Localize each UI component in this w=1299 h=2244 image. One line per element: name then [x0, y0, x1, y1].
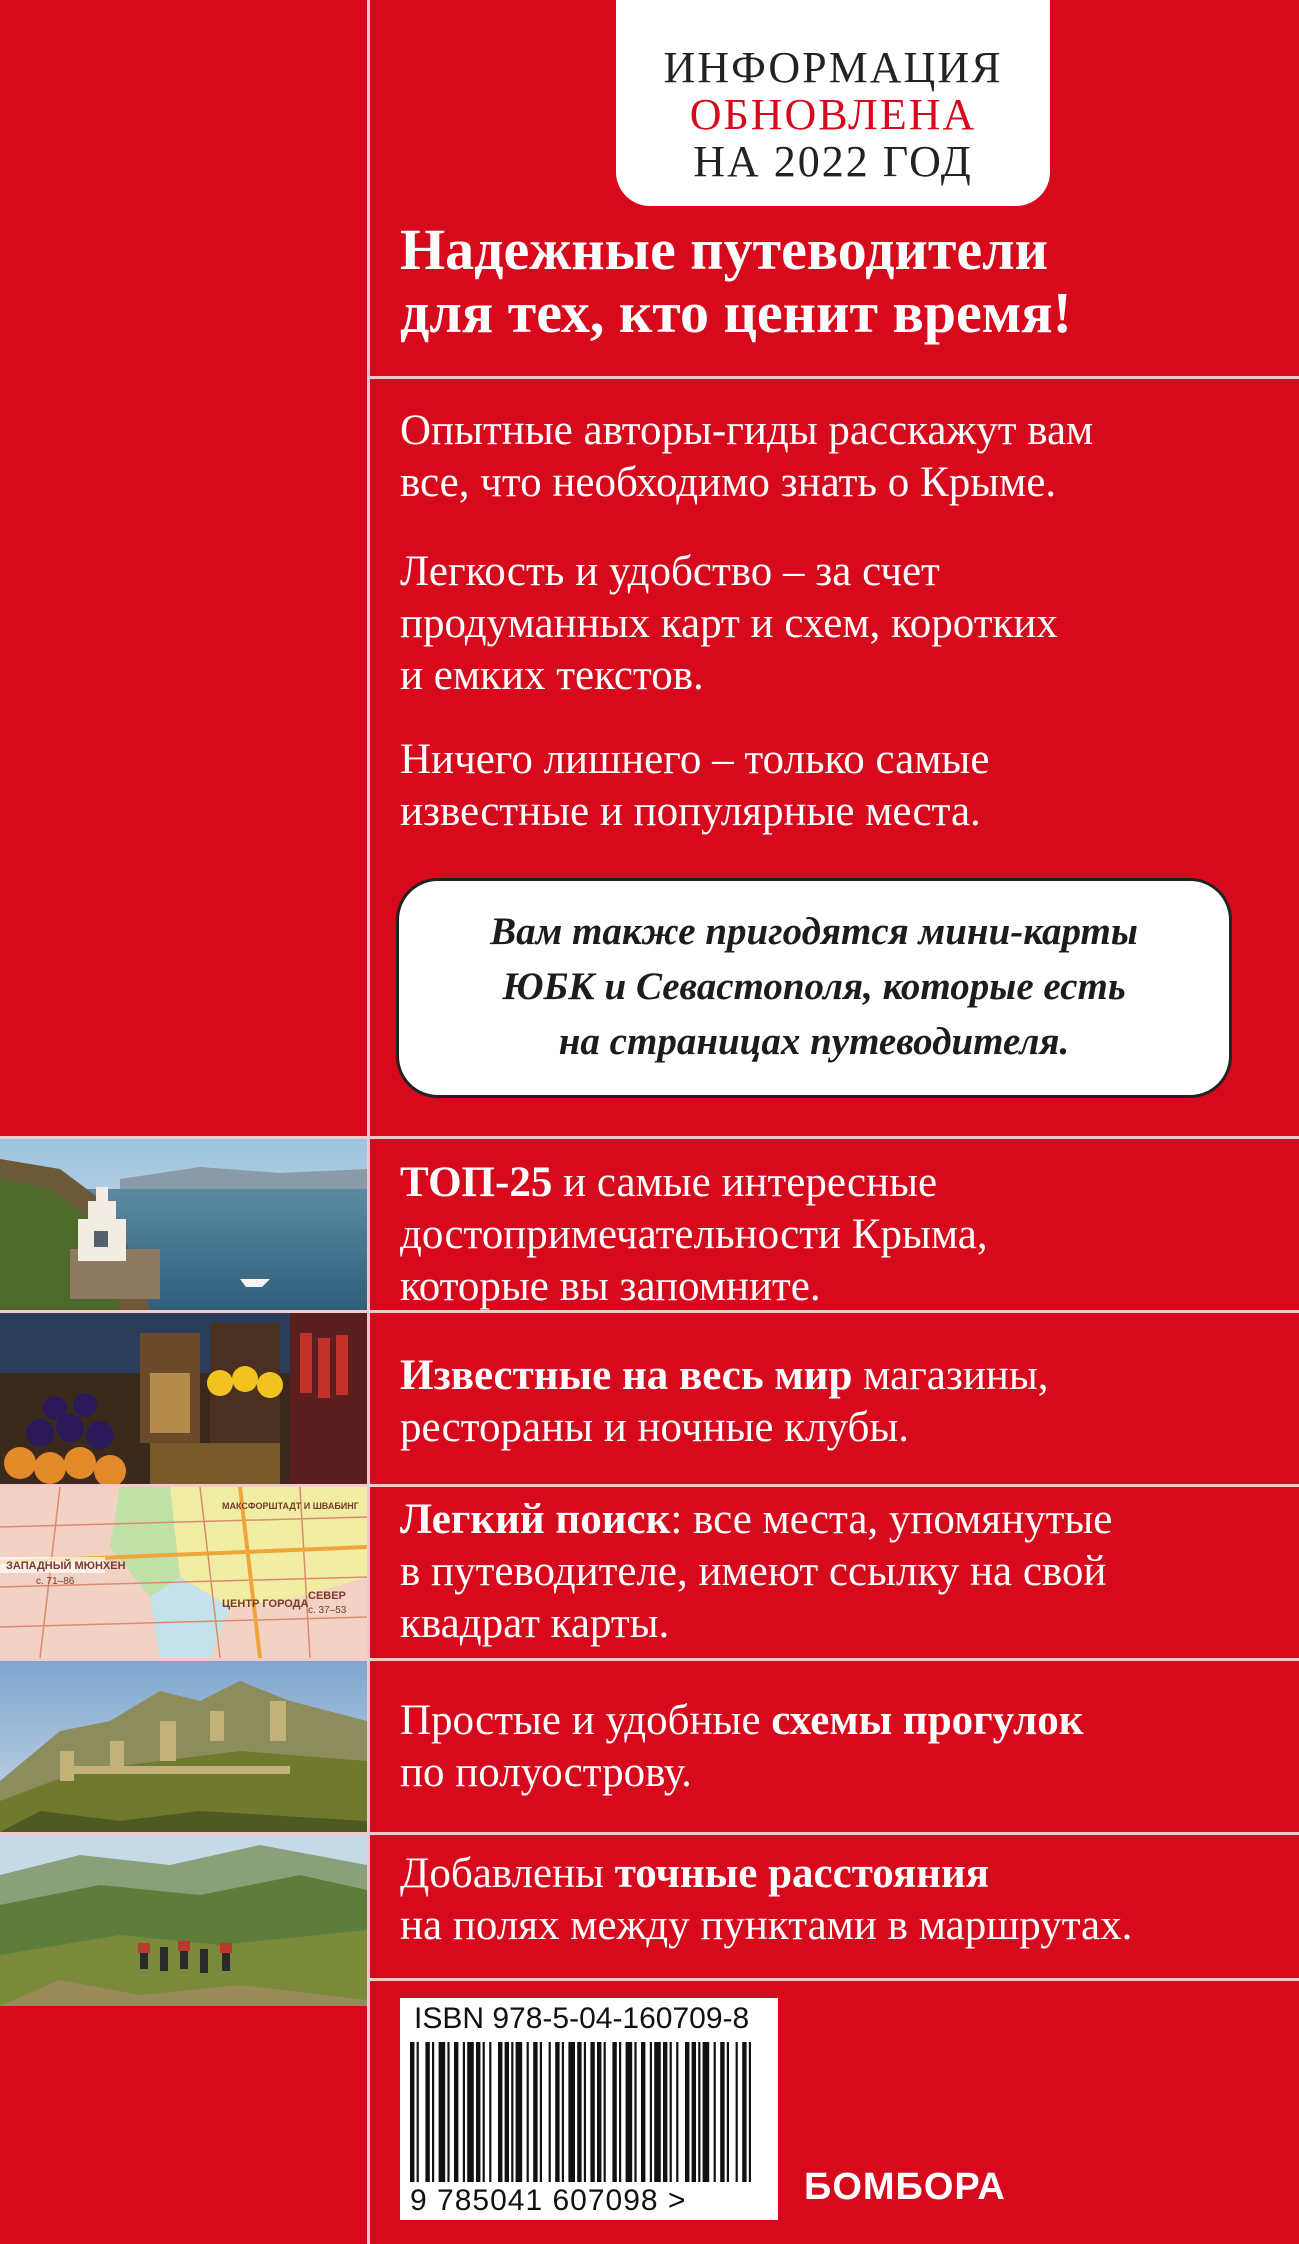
feature-walks	[400, 1695, 1280, 1799]
paragraph-line: Ничего лишнего – только самые	[400, 736, 990, 783]
paragraph-ease	[400, 546, 1280, 702]
barcode-bar	[720, 2042, 724, 2182]
badge-line-3: НА 2022 ГОД	[693, 137, 973, 186]
paragraph-authors	[400, 405, 1280, 509]
note-line: Вам также пригодятся мини-карты	[490, 910, 1138, 953]
barcode-bar	[597, 2042, 601, 2182]
map-label-top: МАКСФОРШТАДТ И ШВАБИНГ	[222, 1501, 359, 1511]
photo-hikers	[0, 1835, 367, 2006]
barcode-bar	[577, 2042, 581, 2182]
feature-line: которые вы запомните.	[400, 1263, 821, 1310]
barcode-bar	[670, 2042, 672, 2182]
divider-6	[367, 1978, 1299, 1981]
barcode-bar	[568, 2042, 575, 2182]
barcode-bar	[749, 2042, 751, 2182]
barcode-bar	[505, 2042, 509, 2182]
isbn-barcode-box	[400, 1998, 778, 2220]
barcode-bar	[742, 2042, 746, 2182]
barcode-bar	[447, 2042, 449, 2182]
badge-line-1: ИНФОРМАЦИЯ	[663, 43, 1003, 92]
feature-line	[400, 1157, 1280, 1209]
feature-text: : все места, упомянутые	[670, 1496, 1113, 1543]
feature-text: Простые и удобные	[400, 1697, 772, 1744]
feature-line: достопримечательности Крыма,	[400, 1211, 988, 1258]
feature-line: квадрат карты.	[400, 1600, 670, 1647]
barcode-bar	[467, 2042, 474, 2182]
barcode-bar	[454, 2042, 458, 2182]
barcode-bar	[584, 2042, 586, 2182]
map-label-west: ЗАПАДНЫЙ МЮНХЕН	[6, 1560, 126, 1572]
barcode-bar	[692, 2042, 696, 2182]
vertical-divider	[367, 0, 370, 2244]
barcode-bar	[714, 2042, 716, 2182]
badge-line-2: ОБНОВЛЕНА	[689, 90, 977, 139]
barcode-bar	[533, 2042, 537, 2182]
barcode-bar	[417, 2042, 419, 2182]
barcode-bar	[476, 2042, 480, 2182]
barcode-bar	[498, 2042, 502, 2182]
headline-line-1: Надежные путеводители	[400, 217, 1049, 282]
paragraph-line: продуманных карт и схем, коротких	[400, 600, 1058, 647]
barcode-bar	[555, 2042, 559, 2182]
barcode-bar	[489, 2042, 491, 2182]
barcode-bar	[619, 2042, 621, 2182]
barcode-bar	[410, 2042, 414, 2182]
feature-text: магазины,	[852, 1352, 1049, 1399]
feature-bold: схемы прогулок	[771, 1697, 1084, 1744]
note-line: на страницах путеводителя.	[558, 1020, 1070, 1063]
feature-line	[400, 1848, 1280, 1900]
barcode-bar	[463, 2042, 465, 2182]
feature-text: Добавлены	[400, 1850, 615, 1897]
feature-bold: Известные на весь мир	[400, 1352, 853, 1399]
feature-distances	[400, 1848, 1280, 1952]
barcode-bar	[654, 2042, 661, 2182]
barcode-bar	[511, 2042, 513, 2182]
photo-fortress	[0, 1661, 367, 1832]
feature-line: рестораны и ночные клубы.	[400, 1404, 910, 1451]
map-label-center: ЦЕНТР ГОРОДА	[222, 1598, 309, 1610]
isbn-number: ISBN 978-5-04-160709-8	[414, 2002, 750, 2035]
paragraph-line: Легкость и удобство – за счет	[400, 548, 940, 595]
feature-line: по полуострову.	[400, 1749, 692, 1796]
feature-line	[400, 1350, 1280, 1402]
map-label-north: СЕВЕР	[308, 1590, 346, 1602]
feature-search	[400, 1494, 1280, 1650]
feature-top25	[400, 1157, 1280, 1313]
barcode-bar	[641, 2042, 645, 2182]
feature-text: и самые интересные	[552, 1159, 938, 1206]
barcode-bar	[650, 2042, 652, 2182]
map-label-north-pages: с. 37–53	[308, 1605, 347, 1616]
barcode-bar	[634, 2042, 636, 2182]
paragraph-line: все, что необходимо знать о Крыме.	[400, 459, 1057, 506]
barcode-bar	[698, 2042, 700, 2182]
barcode-bar	[425, 2042, 429, 2182]
barcode-bar	[516, 2042, 523, 2182]
paragraph-line: Опытные авторы-гиды расскажут вам	[400, 407, 1094, 454]
publisher-logo: БОМБОРА	[804, 2166, 1006, 2208]
headline	[400, 218, 1280, 344]
feature-shops	[400, 1350, 1280, 1454]
barcode-bar	[604, 2042, 606, 2182]
barcode	[410, 2042, 768, 2182]
note-line: ЮБК и Севастополя, которые есть	[502, 965, 1126, 1008]
barcode-bar	[439, 2042, 446, 2182]
feature-bold: точные расстояния	[614, 1850, 990, 1897]
barcode-bar	[483, 2042, 485, 2182]
barcode-bar	[703, 2042, 710, 2182]
map-label-west-pages: с. 71–86	[36, 1576, 75, 1587]
barcode-bar	[663, 2042, 667, 2182]
paragraph-line: и емких текстов.	[400, 652, 704, 699]
feature-line	[400, 1494, 1280, 1546]
barcode-bar	[727, 2042, 729, 2182]
photo-swallows-nest	[0, 1139, 367, 1310]
barcode-bar	[432, 2042, 434, 2182]
feature-line	[400, 1695, 1280, 1747]
feature-line: в путеводителе, имеют ссылку на свой	[400, 1548, 1107, 1595]
mini-maps-note	[396, 878, 1232, 1098]
headline-line-2: для тех, кто ценит время!	[400, 280, 1072, 345]
photo-city-map	[0, 1487, 367, 1658]
feature-line: на полях между пунктами в маршрутах.	[400, 1902, 1133, 1949]
isbn-code: 9 785041 607098 >	[410, 2184, 687, 2217]
paragraph-nothing-extra	[400, 734, 1280, 838]
barcode-bar	[612, 2042, 616, 2182]
barcode-bar	[540, 2042, 542, 2182]
barcode-bar	[676, 2042, 678, 2182]
photo-market	[0, 1313, 367, 1484]
feature-bold: ТОП-25	[400, 1159, 553, 1206]
barcode-bar	[736, 2042, 738, 2182]
barcode-bar	[590, 2042, 594, 2182]
barcode-bar	[685, 2042, 689, 2182]
paragraph-line: известные и популярные места.	[400, 788, 981, 835]
barcode-bar	[527, 2042, 529, 2182]
barcode-bar	[626, 2042, 633, 2182]
update-badge	[616, 0, 1050, 206]
divider-under-headline	[367, 376, 1299, 379]
feature-bold: Легкий поиск	[400, 1496, 671, 1543]
barcode-bar	[549, 2042, 551, 2182]
barcode-bar	[562, 2042, 564, 2182]
